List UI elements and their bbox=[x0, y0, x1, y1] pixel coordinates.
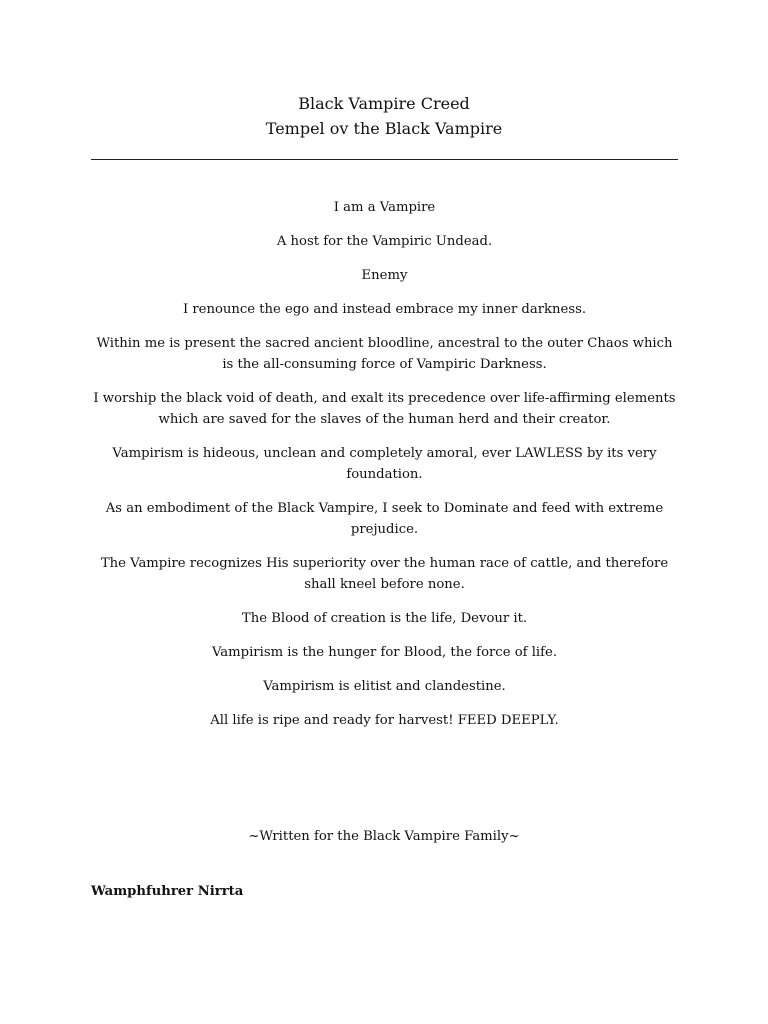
creed-paragraph: Vampirism is elitist and clandestine. bbox=[263, 679, 506, 694]
creed-body bbox=[91, 197, 678, 744]
document-subtitle: Tempel ov the Black Vampire bbox=[265, 119, 503, 138]
creed-paragraph: The Blood of creation is the life, Devour it. bbox=[241, 611, 528, 626]
horizontal-rule bbox=[91, 159, 678, 160]
creed-paragraph: I renounce the ego and instead embrace my inner darkness. bbox=[182, 302, 587, 317]
creed-paragraph: I am a Vampire bbox=[333, 200, 436, 215]
document-title: Black Vampire Creed bbox=[298, 94, 470, 113]
author-signature: Wamphfuhrer Nirrta bbox=[91, 884, 244, 899]
creed-paragraph: Within me is present the sacred ancient bloodline, ancestral to the outer Chaos which is the all-consuming force of Vampiric Darkness. bbox=[96, 336, 673, 372]
creed-paragraph: The Vampire recognizes His superiority over the human race of cattle, and therefore shall kneel before none. bbox=[100, 556, 669, 592]
creed-paragraph: I worship the black void of death, and exalt its precedence over life-affirming elements which are saved for the slaves of the human herd and their creator. bbox=[93, 391, 676, 427]
creed-paragraph: A host for the Vampiric Undead. bbox=[276, 234, 493, 249]
dedication-line: ~Written for the Black Vampire Family~ bbox=[248, 829, 520, 844]
creed-paragraph: Enemy bbox=[361, 268, 408, 283]
creed-paragraph: Vampirism is the hunger for Blood, the force of life. bbox=[211, 645, 558, 660]
creed-paragraph: Vampirism is hideous, unclean and completely amoral, ever LAWLESS by its very foundation. bbox=[112, 446, 657, 482]
creed-paragraph: All life is ripe and ready for harvest! FEED DEEPLY. bbox=[210, 713, 559, 728]
creed-paragraph: As an embodiment of the Black Vampire, I seek to Dominate and feed with extreme prejudice. bbox=[105, 501, 664, 537]
